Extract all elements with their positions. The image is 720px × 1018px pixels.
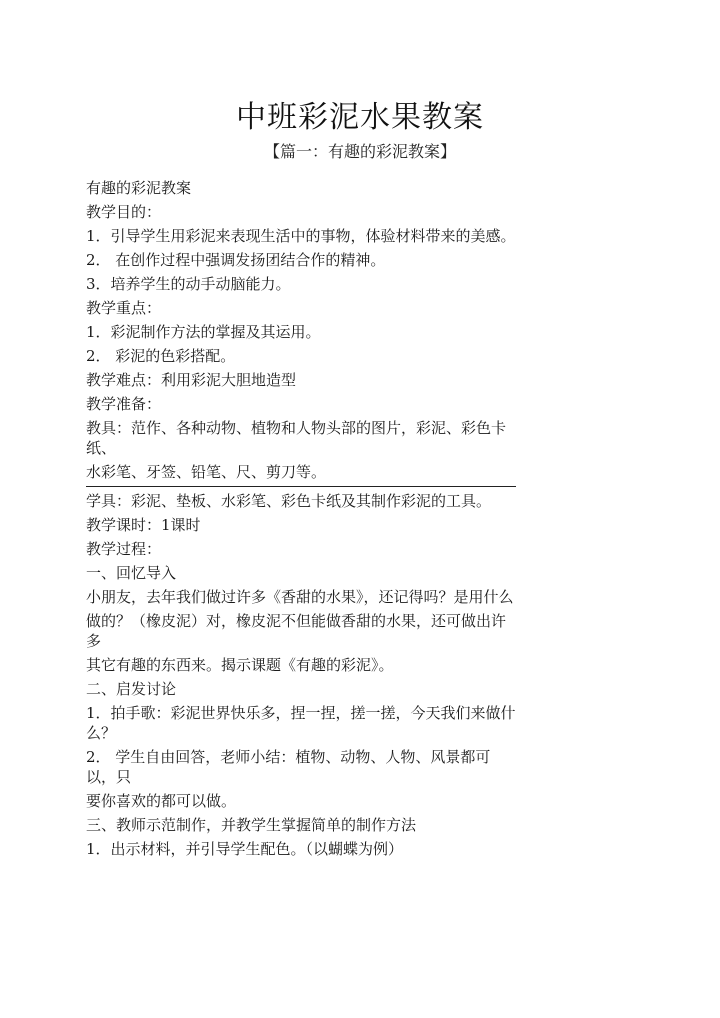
section-heading: 有趣的彩泥教案 [86, 179, 192, 197]
step-1-text-2: 做的？（橡皮泥）对，橡皮泥不但能做香甜的水果，还可做出许多 [86, 612, 507, 650]
document-body [86, 178, 518, 863]
label-preparation: 教学准备： [86, 395, 162, 413]
step-2-item-2: 2． 学生自由回答，老师小结：植物、动物、人物、风景都可以，只 [86, 748, 491, 786]
key-point-item-1: 1．彩泥制作方法的掌握及其运用。 [86, 323, 321, 341]
key-point-item-2: 2． 彩泥的色彩搭配。 [86, 347, 236, 365]
label-process: 教学过程： [86, 540, 162, 558]
document-subtitle: 【篇一：有趣的彩泥教案】 [263, 142, 456, 161]
step-2-item-2-cont: 要你喜欢的都可以做。 [86, 792, 237, 810]
objective-item-3: 3．培养学生的动手动脑能力。 [86, 275, 291, 293]
step-2-heading: 二、启发讨论 [86, 680, 177, 698]
document-title: 中班彩泥水果教案 [236, 100, 484, 135]
teaching-aids-line-1: 教具：范作、各种动物、植物和人物头部的图片，彩泥、彩色卡纸、 [86, 419, 507, 457]
step-1-text-1: 小朋友，去年我们做过许多《香甜的水果》，还记得吗？是用什么 [86, 588, 514, 606]
label-key-points: 教学重点： [86, 299, 162, 317]
label-objectives: 教学目的： [86, 203, 162, 221]
teaching-aids-line-2: 水彩笔、牙签、铅笔、尺、剪刀等。 [86, 463, 327, 481]
label-difficulty: 教学难点：利用彩泥大胆地造型 [86, 371, 297, 389]
student-materials: 学具：彩泥、垫板、水彩笔、彩色卡纸及其制作彩泥的工具。 [86, 492, 492, 510]
objective-item-2: 2． 在创作过程中强调发扬团结合作的精神。 [86, 251, 386, 269]
objective-item-1: 1．引导学生用彩泥来表现生活中的事物，体验材料带来的美感。 [86, 227, 516, 245]
class-hours: 教学课时：1课时 [86, 516, 201, 534]
step-2-item-1: 1．拍手歌：彩泥世界快乐多，捏一捏，搓一搓，今天我们来做什么？ [86, 704, 516, 742]
step-1-text-3: 其它有趣的东西来。揭示课题《有趣的彩泥》。 [86, 656, 394, 674]
step-1-heading: 一、回忆导入 [86, 564, 177, 582]
step-3-item-1: 1．出示材料，并引导学生配色。（以蝴蝶为例） [86, 840, 404, 858]
horizontal-rule [86, 486, 516, 487]
step-3-heading: 三、教师示范制作，并教学生掌握简单的制作方法 [86, 816, 417, 834]
